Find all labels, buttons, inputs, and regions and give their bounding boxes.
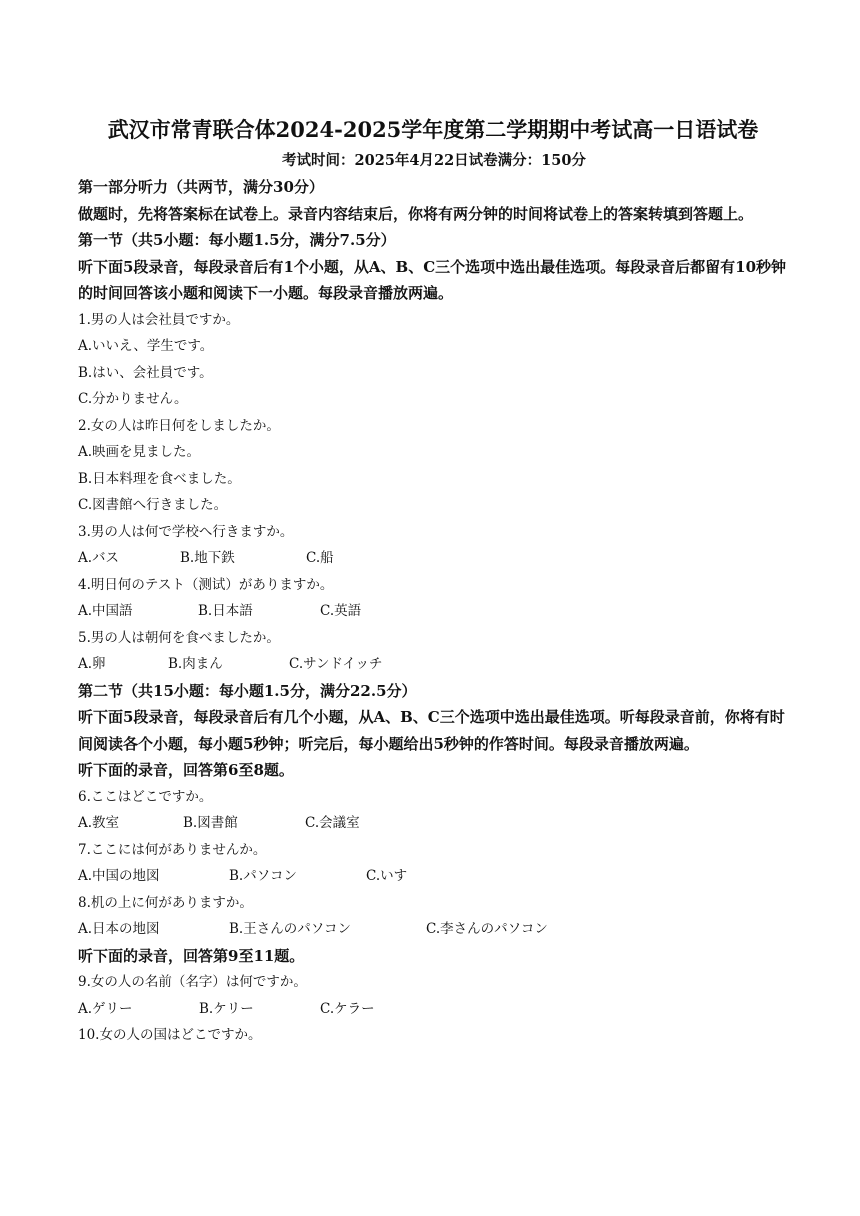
option-3c: C.船 [306, 550, 334, 566]
options-6 [78, 810, 790, 837]
option-4c: C.英語 [320, 603, 362, 619]
question-1: 1.男の人は会社員ですか。 [78, 311, 240, 328]
option-7b: B.パソコン [229, 868, 297, 884]
options-4 [78, 598, 790, 625]
option-2c: C.図書館へ行きました。 [78, 497, 228, 513]
exam-subtitle: 考试时间：2025年4月22日试卷满分：150分 [282, 152, 586, 169]
question-10: 10.女の人の国はどこですか。 [78, 1027, 262, 1043]
option-5c: C.サンドイッチ [289, 656, 383, 672]
option-9b: B.ケリー [199, 1000, 254, 1017]
group2-heading: 听下面的录音，回答第9至11题。 [78, 946, 305, 965]
part1-heading: 第一部分听力（共两节，满分30分） [78, 178, 324, 196]
options-3 [78, 545, 790, 572]
question-9: 9.女の人の名前（名字）は何ですか。 [78, 974, 307, 990]
options-8 [78, 916, 790, 943]
exam-title: 武汉市常青联合体2024-2025学年度第二学期期中考试高一日语试卷 [107, 117, 759, 142]
option-8b: B.王さんのパソコン [229, 921, 351, 937]
exam-page [78, 112, 790, 1049]
question-4: 4.明日何のテスト（测试）がありますか。 [78, 576, 334, 593]
option-9c: C.ケラー [320, 1000, 375, 1017]
option-4a: A.中国語 [78, 603, 133, 619]
option-1b: B.はい、会社員です。 [78, 364, 213, 381]
group1-heading: 听下面的录音，回答第6至8题。 [78, 761, 294, 779]
option-8c: C.李さんのパソコン [426, 921, 548, 937]
option-3b: B.地下鉄 [180, 550, 235, 566]
question-7: 7.ここには何がありませんか。 [78, 841, 267, 858]
options-7 [78, 863, 790, 890]
option-9a: A.ゲリー [78, 1000, 133, 1017]
option-8a: A.日本の地図 [78, 921, 160, 937]
option-4b: B.日本語 [198, 603, 253, 619]
section2-heading: 第二节（共15小题：每小题1.5分，满分22.5分） [78, 681, 417, 700]
option-7c: C.いす [366, 868, 408, 884]
section1-heading: 第一节（共5小题：每小题1.5分，满分7.5分） [78, 231, 396, 249]
part1-instruction: 做题时，先将答案标在试卷上。录音内容结束后，你将有两分钟的时间将试卷上的答案转填到答题上。 [78, 204, 754, 223]
option-5b: B.肉まん [168, 656, 223, 672]
option-6a: A.教室 [78, 815, 120, 831]
option-6c: C.会議室 [305, 815, 360, 831]
option-5a: A.卵 [78, 656, 106, 672]
options-5 [78, 651, 790, 678]
option-3a: A.バス [78, 550, 120, 566]
question-3: 3.男の人は何で学校へ行きますか。 [78, 523, 294, 540]
option-7a: A.中国の地図 [78, 868, 160, 884]
question-8: 8.机の上に何がありますか。 [78, 894, 253, 911]
option-1a: A.いいえ、学生です。 [78, 338, 214, 354]
option-2a: A.映画を見ました。 [78, 444, 201, 460]
section1-instruction: 听下面5段录音，每段录音后有1个小题，从A、B、C三个选项中选出最佳选项。每段录音后都留有10秒钟的时间回答该小题和阅读下一小题。每段录音播放两遍。 [78, 257, 787, 302]
option-2b: B.日本料理を食べました。 [78, 470, 241, 487]
option-6b: B.図書館 [183, 815, 238, 831]
question-6: 6.ここはどこですか。 [78, 788, 213, 805]
options-9 [78, 996, 790, 1023]
question-5: 5.男の人は朝何を食べましたか。 [78, 629, 280, 646]
question-2: 2.女の人は昨日何をしましたか。 [78, 417, 280, 434]
section2-instruction: 听下面5段录音，每段录音后有几个小题，从A、B、C三个选项中选出最佳选项。听每段录音前，你将有时间阅读各个小题，每小题5秒钟；听完后，每小题给出5秒钟的作答时间。每段录音播放两遍。 [78, 708, 785, 753]
option-1c: C.分かりません。 [78, 391, 188, 407]
